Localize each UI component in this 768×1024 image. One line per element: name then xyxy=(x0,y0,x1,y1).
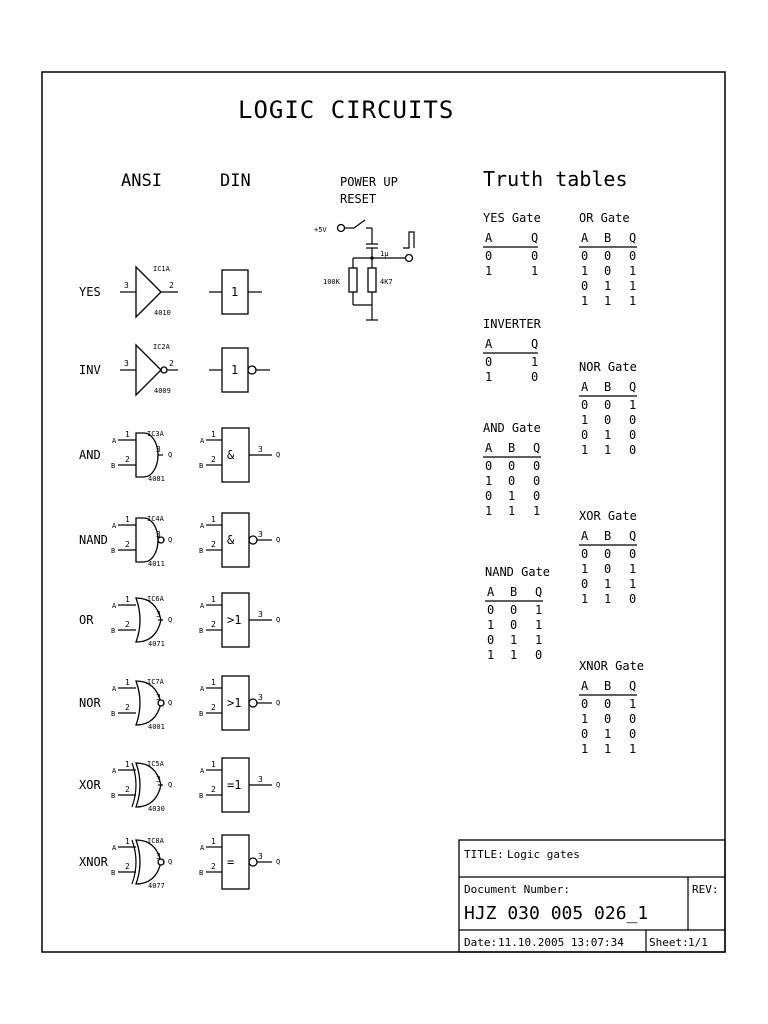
gate-row-inv xyxy=(79,343,270,395)
din-output-label: Q xyxy=(276,536,281,544)
input-b-label: B xyxy=(111,869,116,877)
din-xor-symbol xyxy=(199,758,280,812)
input-b-label: B xyxy=(199,869,204,877)
din-output-label: Q xyxy=(276,699,281,707)
input-a-label: A xyxy=(200,767,205,775)
truth-table-yes-gate xyxy=(483,211,541,278)
document-number-label: Document Number: xyxy=(464,883,570,896)
din-nand-symbol xyxy=(199,513,280,567)
gate-row-xor xyxy=(79,758,280,813)
din-pin-2: 2 xyxy=(211,703,216,712)
ic-designator: IC3A xyxy=(147,430,164,438)
truth-table-cell: 1 xyxy=(629,577,637,591)
input-b-label: B xyxy=(111,792,116,800)
truth-table-cell: 0 xyxy=(485,249,493,263)
sheet-value: 1/1 xyxy=(688,936,708,949)
input-a-label: A xyxy=(200,437,205,445)
truth-table-cell: 0 xyxy=(531,249,539,263)
truth-table-cell: 0 xyxy=(629,443,637,457)
gate-row-and xyxy=(79,428,280,483)
truth-table-cell: 0 xyxy=(581,697,589,711)
truth-table-cell: 0 xyxy=(485,355,493,369)
truth-table-header: Q xyxy=(629,679,637,693)
ic-part-number: 4011 xyxy=(148,560,165,568)
din-column-header: DIN xyxy=(220,171,251,191)
input-a-label: A xyxy=(112,844,117,852)
ansi-pin-3: 3 xyxy=(156,852,161,861)
ansi-pin-1: 1 xyxy=(125,515,130,524)
din-output-label: Q xyxy=(276,858,281,866)
truth-table-cell: 0 xyxy=(581,727,589,741)
reset-title-line2: RESET xyxy=(340,192,377,206)
din-pin-1: 1 xyxy=(211,678,216,687)
ansi-pin-2: 2 xyxy=(125,540,130,549)
gate-name-label: AND xyxy=(79,448,101,462)
truth-table-or-gate xyxy=(579,211,637,308)
truth-table-cell: 1 xyxy=(581,264,589,278)
din-pin-2: 2 xyxy=(211,540,216,549)
truth-table-cell: 0 xyxy=(604,712,612,726)
ansi-output-label: Q xyxy=(168,858,173,866)
truth-table-cell: 0 xyxy=(629,592,637,606)
input-a-label: A xyxy=(112,522,117,530)
ansi-output-label: Q xyxy=(168,451,173,459)
input-b-label: B xyxy=(199,792,204,800)
truth-table-cell: 1 xyxy=(581,413,589,427)
truth-table-cell: 0 xyxy=(604,562,612,576)
vcc-label: +5V xyxy=(314,226,327,234)
truth-table-header: B xyxy=(604,380,612,394)
truth-table-cell: 0 xyxy=(533,489,541,503)
truth-table-cell: 1 xyxy=(629,294,637,308)
ansi-pin-3: 3 xyxy=(156,445,161,454)
truth-table-cell: 1 xyxy=(510,648,518,662)
din-output-label: Q xyxy=(276,781,281,789)
truth-table-header: Q xyxy=(629,380,637,394)
ansi-pin-1: 1 xyxy=(125,837,130,846)
ic-part-number: 4081 xyxy=(148,475,165,483)
truth-table-header: B xyxy=(604,231,612,245)
reset-title-line1: POWER UP xyxy=(340,175,398,189)
truth-table-cell: 1 xyxy=(629,264,637,278)
truth-table-cell: 1 xyxy=(604,727,612,741)
truth-table-cell: 1 xyxy=(508,489,516,503)
input-b-label: B xyxy=(199,547,204,555)
truth-table-cell: 1 xyxy=(581,294,589,308)
din-pin-3: 3 xyxy=(258,775,263,784)
truth-table-cell: 0 xyxy=(604,547,612,561)
truth-table-cell: 1 xyxy=(581,562,589,576)
truth-table-cell: 0 xyxy=(581,398,589,412)
truth-table-cell: 1 xyxy=(485,370,493,384)
resistor-4k7-label: 4K7 xyxy=(380,278,393,286)
truth-table-cell: 0 xyxy=(604,697,612,711)
din-and-symbol xyxy=(199,428,280,482)
switch-lever xyxy=(354,220,365,228)
input-b-label: B xyxy=(111,710,116,718)
truth-table-cell: 0 xyxy=(629,428,637,442)
truth-table-header: Q xyxy=(629,529,637,543)
gate-rows xyxy=(79,265,280,890)
page-title: LOGIC CIRCUITS xyxy=(238,96,455,124)
din-symbol-label: = xyxy=(227,855,235,869)
truth-table-cell: 1 xyxy=(604,294,612,308)
ansi-or-symbol xyxy=(111,595,172,648)
reset-output-terminal xyxy=(406,255,413,262)
truth-table-cell: 0 xyxy=(581,547,589,561)
title-block-title-label: TITLE: xyxy=(464,848,504,861)
ansi-pin-1: 1 xyxy=(125,430,130,439)
ic-part-number: 4077 xyxy=(148,882,165,890)
truth-table-header: Q xyxy=(535,585,543,599)
ic-designator: IC2A xyxy=(153,343,170,351)
truth-table-cell: 1 xyxy=(487,648,495,662)
input-b-label: B xyxy=(111,547,116,555)
din-symbol-label: & xyxy=(227,448,235,462)
din-pin-2: 2 xyxy=(211,455,216,464)
truth-table-cell: 1 xyxy=(604,279,612,293)
truth-table-title: OR Gate xyxy=(579,211,630,225)
din-pin-3: 3 xyxy=(258,693,263,702)
ansi-pin-3: 3 xyxy=(156,775,161,784)
din-nor-symbol xyxy=(199,676,280,730)
din-pin-1: 1 xyxy=(211,595,216,604)
truth-table-header: B xyxy=(604,679,612,693)
truth-table-xnor-gate xyxy=(579,659,644,756)
gate-name-label: XNOR xyxy=(79,855,108,869)
truth-table-cell: 0 xyxy=(508,459,516,473)
ansi-output-label: Q xyxy=(168,699,173,707)
truth-table-cell: 0 xyxy=(604,249,612,263)
truth-table-nor-gate xyxy=(579,360,637,457)
din-pin-2: 2 xyxy=(211,862,216,871)
truth-table-cell: 0 xyxy=(604,264,612,278)
title-block xyxy=(459,840,725,952)
truth-table-cell: 1 xyxy=(535,603,543,617)
reset-pulse-symbol xyxy=(403,232,414,248)
din-or-symbol xyxy=(199,593,280,647)
truth-table-cell: 0 xyxy=(510,603,518,617)
input-b-label: B xyxy=(199,462,204,470)
truth-table-title: INVERTER xyxy=(483,317,541,331)
truth-table-cell: 1 xyxy=(604,428,612,442)
ansi-input-pin: 3 xyxy=(124,359,129,368)
ansi-pin-2: 2 xyxy=(125,862,130,871)
ic-part-number: 4001 xyxy=(148,723,165,731)
truth-table-header: A xyxy=(487,585,495,599)
ic-part-number: 4071 xyxy=(148,640,165,648)
ic-part-number: 4009 xyxy=(154,387,171,395)
truth-table-header: A xyxy=(581,380,589,394)
ic-part-number: 4030 xyxy=(148,805,165,813)
din-pin-2: 2 xyxy=(211,785,216,794)
gate-name-label: YES xyxy=(79,285,101,299)
input-a-label: A xyxy=(200,844,205,852)
din-pin-2: 2 xyxy=(211,620,216,629)
input-b-label: B xyxy=(199,710,204,718)
ic-designator: IC1A xyxy=(153,265,170,273)
truth-table-cell: 0 xyxy=(533,459,541,473)
din-pin-1: 1 xyxy=(211,515,216,524)
input-b-label: B xyxy=(111,627,116,635)
truth-table-cell: 1 xyxy=(629,742,637,756)
truth-table-cell: 0 xyxy=(581,577,589,591)
truth-table-cell: 0 xyxy=(485,489,493,503)
gate-name-label: INV xyxy=(79,363,101,377)
truth-table-header: Q xyxy=(629,231,637,245)
ansi-output-label: Q xyxy=(168,536,173,544)
truth-table-header: B xyxy=(510,585,518,599)
gate-name-label: XOR xyxy=(79,778,101,792)
input-b-label: B xyxy=(111,462,116,470)
gate-row-nand xyxy=(79,513,280,568)
ic-designator: IC8A xyxy=(147,837,164,845)
truth-table-header: A xyxy=(485,337,493,351)
ic-designator: IC4A xyxy=(147,515,164,523)
ansi-pin-1: 1 xyxy=(125,678,130,687)
input-a-label: A xyxy=(200,602,205,610)
truth-table-cell: 1 xyxy=(604,577,612,591)
ansi-input-pin: 3 xyxy=(124,281,129,290)
truth-table-header: B xyxy=(508,441,516,455)
truth-table-cell: 0 xyxy=(629,249,637,263)
input-a-label: A xyxy=(200,522,205,530)
din-pin-1: 1 xyxy=(211,837,216,846)
din-symbol-label: 1 xyxy=(231,285,239,299)
truth-table-cell: 0 xyxy=(510,618,518,632)
din-symbol-label: >1 xyxy=(227,613,242,627)
ansi-inv-symbol xyxy=(120,343,178,395)
din-symbol-label: 1 xyxy=(231,363,239,377)
truth-table-cell: 0 xyxy=(535,648,543,662)
gate-row-nor xyxy=(79,676,280,731)
truth-table-cell: 0 xyxy=(604,398,612,412)
truth-table-header: A xyxy=(581,679,589,693)
truth-table-and-gate xyxy=(483,421,541,518)
truth-tables-title: Truth tables xyxy=(483,167,628,191)
din-output-label: Q xyxy=(276,451,281,459)
vcc-terminal xyxy=(338,225,345,232)
input-a-label: A xyxy=(112,437,117,445)
din-pin-1: 1 xyxy=(211,430,216,439)
truth-table-cell: 1 xyxy=(485,504,493,518)
document-number-value: HJZ 030 005 026_1 xyxy=(464,903,649,924)
truth-table-header: Q xyxy=(531,337,539,351)
truth-table-cell: 0 xyxy=(629,413,637,427)
gate-row-xnor xyxy=(79,835,280,890)
din-inv-symbol xyxy=(209,348,270,392)
ansi-pin-2: 2 xyxy=(125,703,130,712)
truth-table-header: Q xyxy=(533,441,541,455)
ansi-nand-symbol xyxy=(111,515,172,568)
truth-table-cell: 1 xyxy=(533,504,541,518)
ansi-xor-symbol xyxy=(111,760,172,813)
truth-table-cell: 1 xyxy=(581,443,589,457)
truth-table-header: B xyxy=(604,529,612,543)
date-value: 11.10.2005 13:07:34 xyxy=(498,936,624,949)
truth-table-cell: 0 xyxy=(487,603,495,617)
input-a-label: A xyxy=(200,685,205,693)
gate-row-yes xyxy=(79,265,262,317)
truth-table-cell: 1 xyxy=(604,443,612,457)
date-label: Date: xyxy=(464,936,498,949)
title-block-title-value: Logic gates xyxy=(507,848,580,861)
input-a-label: A xyxy=(112,602,117,610)
truth-table-header: A xyxy=(485,441,493,455)
gate-name-label: NAND xyxy=(79,533,108,547)
truth-table-cell: 1 xyxy=(510,633,518,647)
ansi-column-header: ANSI xyxy=(121,171,162,191)
truth-table-inverter xyxy=(483,317,542,384)
power-up-reset-circuit xyxy=(314,175,414,320)
din-output-label: Q xyxy=(276,616,281,624)
ansi-nor-symbol xyxy=(111,678,172,731)
truth-table-cell: 1 xyxy=(485,474,493,488)
truth-tables xyxy=(483,211,644,756)
truth-table-cell: 1 xyxy=(485,264,493,278)
sheet-label: Sheet: xyxy=(649,936,689,949)
din-symbol-label: >1 xyxy=(227,696,242,710)
truth-table-nand-gate xyxy=(485,565,550,662)
input-a-label: A xyxy=(112,767,117,775)
truth-table-cell: 0 xyxy=(487,633,495,647)
truth-table-title: NOR Gate xyxy=(579,360,637,374)
truth-table-cell: 1 xyxy=(487,618,495,632)
din-pin-3: 3 xyxy=(258,530,263,539)
ansi-output-pin: 2 xyxy=(169,281,174,290)
truth-table-title: XNOR Gate xyxy=(579,659,645,673)
truth-table-header: A xyxy=(581,231,589,245)
truth-table-cell: 1 xyxy=(531,264,539,278)
ansi-pin-2: 2 xyxy=(125,620,130,629)
truth-table-cell: 1 xyxy=(508,504,516,518)
ansi-pin-2: 2 xyxy=(125,785,130,794)
truth-table-cell: 1 xyxy=(531,355,539,369)
truth-table-cell: 1 xyxy=(581,742,589,756)
truth-table-title: XOR Gate xyxy=(579,509,637,523)
truth-table-cell: 0 xyxy=(581,428,589,442)
ic-designator: IC6A xyxy=(147,595,164,603)
truth-table-cell: 0 xyxy=(604,413,612,427)
din-symbol-label: & xyxy=(227,533,235,547)
ansi-pin-1: 1 xyxy=(125,595,130,604)
truth-table-cell: 1 xyxy=(629,562,637,576)
resistor-100k-label: 100K xyxy=(323,278,340,286)
input-a-label: A xyxy=(112,685,117,693)
din-pin-3: 3 xyxy=(258,610,263,619)
resistor-100k xyxy=(349,268,357,292)
truth-table-cell: 0 xyxy=(629,727,637,741)
ansi-yes-symbol xyxy=(120,265,178,317)
ansi-output-label: Q xyxy=(168,781,173,789)
gate-row-or xyxy=(79,593,280,648)
resistor-4k7 xyxy=(368,268,376,292)
ansi-xnor-symbol xyxy=(111,837,172,890)
din-symbol-label: =1 xyxy=(227,778,242,792)
truth-table-cell: 0 xyxy=(629,547,637,561)
ansi-pin-3: 3 xyxy=(156,530,161,539)
truth-table-cell: 1 xyxy=(629,279,637,293)
capacitor-label: 1μ xyxy=(380,250,389,258)
din-xnor-symbol xyxy=(199,835,280,889)
ic-designator: IC7A xyxy=(147,678,164,686)
truth-table-cell: 1 xyxy=(581,592,589,606)
din-pin-3: 3 xyxy=(258,445,263,454)
truth-table-cell: 1 xyxy=(535,633,543,647)
truth-table-cell: 0 xyxy=(581,279,589,293)
truth-table-header: A xyxy=(485,231,493,245)
truth-table-title: NAND Gate xyxy=(485,565,551,579)
truth-table-cell: 1 xyxy=(535,618,543,632)
input-b-label: B xyxy=(199,627,204,635)
truth-table-cell: 0 xyxy=(629,712,637,726)
ansi-pin-3: 3 xyxy=(156,610,161,619)
ansi-output-label: Q xyxy=(168,616,173,624)
truth-table-cell: 0 xyxy=(581,249,589,263)
revision-label: REV: xyxy=(692,883,719,896)
ansi-and-symbol xyxy=(111,430,172,483)
ic-part-number: 4010 xyxy=(154,309,171,317)
truth-table-cell: 0 xyxy=(531,370,539,384)
truth-table-cell: 0 xyxy=(485,459,493,473)
truth-table-cell: 1 xyxy=(604,742,612,756)
truth-table-cell: 1 xyxy=(581,712,589,726)
truth-table-cell: 0 xyxy=(533,474,541,488)
truth-table-cell: 1 xyxy=(629,697,637,711)
truth-table-cell: 0 xyxy=(508,474,516,488)
din-pin-3: 3 xyxy=(258,852,263,861)
gate-name-label: NOR xyxy=(79,696,101,710)
din-pin-1: 1 xyxy=(211,760,216,769)
ansi-pin-3: 3 xyxy=(156,693,161,702)
ansi-output-pin: 2 xyxy=(169,359,174,368)
truth-table-title: AND Gate xyxy=(483,421,541,435)
truth-table-cell: 1 xyxy=(629,398,637,412)
ic-designator: IC5A xyxy=(147,760,164,768)
truth-table-header: A xyxy=(581,529,589,543)
gate-name-label: OR xyxy=(79,613,94,627)
truth-table-xor-gate xyxy=(579,509,637,606)
din-yes-symbol xyxy=(209,270,262,314)
truth-table-title: YES Gate xyxy=(483,211,541,225)
truth-table-cell: 1 xyxy=(604,592,612,606)
ansi-pin-1: 1 xyxy=(125,760,130,769)
truth-table-header: Q xyxy=(531,231,539,245)
ansi-pin-2: 2 xyxy=(125,455,130,464)
